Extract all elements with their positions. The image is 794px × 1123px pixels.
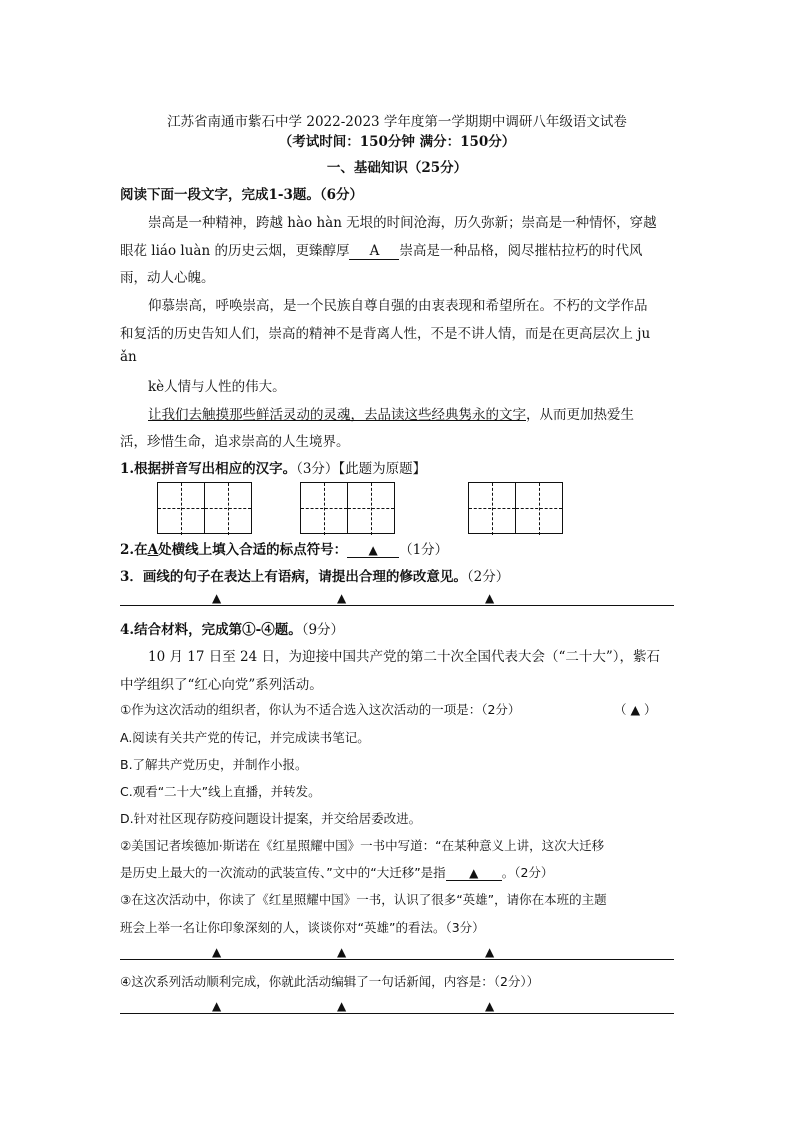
- writing-box[interactable]: [468, 482, 516, 534]
- writing-box[interactable]: [157, 482, 205, 534]
- passage-text: 崇高是一种品格，阅尽摧枯拉朽的时代风: [399, 243, 643, 259]
- q2-letter: A: [147, 542, 159, 558]
- answer-mark: ▲: [485, 591, 495, 605]
- q1-points: （3分）【此题为原题】: [296, 461, 427, 477]
- q4-label: 4.结合材料，完成第①-④题。: [120, 622, 302, 638]
- answer-mark: ▲: [337, 999, 347, 1013]
- option-c: C.观看“二十大”线上直播，并转发。: [120, 784, 321, 799]
- q4-intro-line2: 中学组织了“红心向党”系列活动。: [120, 677, 323, 693]
- reading-instruction: 阅读下面一段文字，完成1-3题。（6分）: [120, 187, 364, 203]
- answer-mark: ▲: [485, 999, 495, 1013]
- passage-p2-line1: 仰慕崇高，呼唤崇高，是一个民族自尊自强的由衷表现和希望所在。不朽的文学作品: [148, 298, 648, 314]
- answer-mark: ▲: [337, 591, 347, 605]
- q4-sub2-text: 是历史上最大的一次流动的武装宣传、”文中的“大迁移”是指: [120, 865, 446, 880]
- answer-mark: ▲: [212, 945, 222, 959]
- q4-points: （9分）: [301, 622, 345, 638]
- q4-sub3-line2: 班会上举一名让你印象深刻的人，谈谈你对“英雄”的看法。（3分）: [120, 920, 485, 935]
- writing-box[interactable]: [300, 482, 348, 534]
- q2-label: 处横线上填入合适的标点符号：: [158, 542, 348, 558]
- passage-text: ，从而更加热爱生: [526, 407, 634, 423]
- passage-p3-line1: [148, 403, 634, 423]
- q3-prompt: [120, 565, 509, 585]
- writing-box[interactable]: [515, 482, 563, 534]
- option-d: D.针对社区现存防疫问题设计提案，并交给居委改进。: [120, 811, 422, 826]
- q4-sub2-line1: ②美国记者埃德加·斯诺在《红星照耀中国》一书中写道：“在某种意义上讲，这次大迁移: [120, 838, 605, 853]
- q3-answer-line[interactable]: [120, 605, 674, 606]
- q2-label: 2.在: [120, 542, 148, 558]
- passage-p1-line2: [120, 239, 642, 260]
- q4-sub4: ④这次系列活动顺利完成，你就此活动编辑了一句话新闻，内容是：（2分））: [120, 974, 540, 989]
- q3-points: （2分）: [466, 569, 510, 585]
- q2-points: （1分）: [399, 542, 449, 558]
- q4-sub1: ①作为这次活动的组织者，你认为不适合选入这次活动的一项是：（2分）: [120, 702, 521, 717]
- underlined-sentence: 让我们去触摸那些鲜活灵动的灵魂，去品读这些经典隽永的文字: [148, 407, 526, 423]
- q3-label: 3．画线的句子在表达上有语病，请提出合理的修改意见。: [120, 569, 467, 585]
- option-a: A.阅读有关共产党的传记，并完成读书笔记。: [120, 730, 370, 745]
- q4-sub4-answer-line[interactable]: [120, 1013, 674, 1014]
- q1-prompt: [120, 457, 426, 477]
- passage-p1-line3: 雨，动人心魄。: [120, 270, 215, 286]
- exam-title: 江苏省南通市紫石中学 2022-2023 学年度第一学期期中调研八年级语文试卷: [167, 114, 627, 130]
- q4-sub2-points: 。（2分）: [501, 865, 554, 880]
- q2-prompt: [120, 538, 448, 558]
- passage-p2-line2: 和复活的历史告知人们，崇高的精神不是背离人性，不是不讲人情，而是在更高层次上 ju: [120, 326, 651, 342]
- passage-p2-line4: kè人情与人性的伟大。: [148, 379, 286, 395]
- answer-mark: ▲: [337, 945, 347, 959]
- section-heading: 一、基础知识（25分）: [326, 160, 468, 176]
- passage-p2-line3: ǎn: [120, 349, 137, 365]
- q4-sub3-line1: ③在这次活动中，你读了《红星照耀中国》一书，认识了很多“英雄”，请你在本班的主题: [120, 892, 607, 907]
- option-b: B.了解共产党历史，并制作小报。: [120, 757, 308, 772]
- blank-a[interactable]: A: [349, 243, 399, 260]
- answer-mark: ▲: [485, 945, 495, 959]
- exam-subtitle: （考试时间：150分钟 满分：150分）: [278, 134, 516, 150]
- q4-sub2-blank[interactable]: ▲: [446, 866, 502, 881]
- passage-p3-line2: 活，珍惜生命，追求崇高的人生境界。: [120, 434, 350, 450]
- q4-prompt: [120, 618, 344, 638]
- q2-answer-blank[interactable]: ▲: [347, 543, 399, 558]
- q4-sub3-answer-line[interactable]: [120, 959, 674, 960]
- q1-label: 1.根据拼音写出相应的汉字。: [120, 461, 297, 477]
- q4-intro-line1: 10 月 17 日至 24 日，为迎接中国共产党的第二十次全国代表大会（“二十大”），紫石: [148, 649, 661, 665]
- answer-mark: ▲: [212, 999, 222, 1013]
- passage-p1-line1: 崇高是一种精神，跨越 hào hàn 无垠的时间沧海，历久弥新；崇高是一种情怀，穿越: [148, 215, 657, 231]
- writing-box[interactable]: [204, 482, 252, 534]
- q4-sub2-line2: [120, 863, 553, 881]
- q4-sub1-answer[interactable]: （ ▲ ）: [614, 702, 657, 717]
- passage-text: 眼花 liáo luàn 的历史云烟，更臻醇厚: [120, 243, 350, 259]
- answer-mark: ▲: [212, 591, 222, 605]
- writing-box[interactable]: [347, 482, 395, 534]
